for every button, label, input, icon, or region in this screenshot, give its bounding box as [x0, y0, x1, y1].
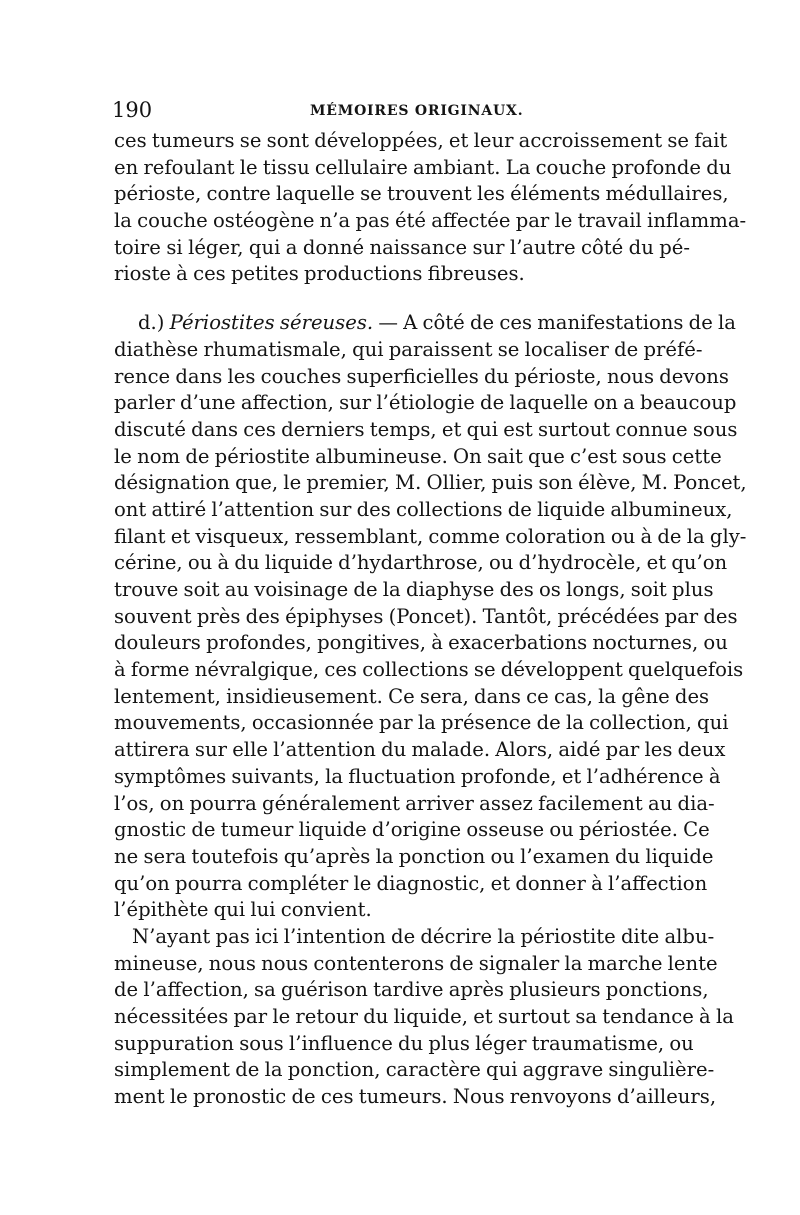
- paragraph-1: [114, 128, 747, 288]
- text-line: cérine, ou à du liquide d’hydarthrose, ou d’hydrocèle, et qu’on: [114, 551, 728, 575]
- text-line: ont attiré l’attention sur des collections de liquide albumineux,: [114, 497, 733, 521]
- text-line: à forme névralgique, ces collections se développent quelquefois: [114, 658, 744, 682]
- section-heading: Périostites séreuses.: [169, 311, 374, 335]
- text-line: parler d’une affection, sur l’étiologie de laquelle on a beaucoup: [114, 391, 737, 415]
- text-line: nécessitées par le retour du liquide, et surtout sa tendance à la: [114, 1005, 734, 1028]
- text-line: ne sera toutefois qu’après la ponction ou l’examen du liquide: [114, 844, 714, 868]
- page-number: 190: [112, 98, 153, 122]
- text-line: l’épithète qui lui convient.: [114, 898, 372, 922]
- text-line: trouve soit au voisinage de la diaphyse des os longs, soit plus: [114, 578, 714, 601]
- text-line: mouvements, occasionnée par la présence de la collection, qui: [114, 711, 729, 735]
- text-line: désignation que, le premier, M. Ollier, puis son élève, M. Poncet,: [114, 471, 747, 495]
- text-line: diathèse rhumatismale, qui paraissent se localiser de préfé-: [114, 337, 703, 361]
- text-line: mineuse, nous nous contenterons de signaler la marche lente: [114, 951, 718, 975]
- text-line: discuté dans ces derniers temps, et qui est surtout connue sous: [114, 417, 738, 441]
- text-line: le nom de périostite albumineuse. On sait que c’est sous cette: [114, 444, 722, 468]
- text-line: rence dans les couches superficielles du périoste, nous devons: [114, 364, 729, 388]
- text-line: de l’affection, sa guérison tardive après plusieurs ponctions,: [114, 978, 709, 1002]
- text-line: toire si léger, qui a donné naissance sur l’autre côté du pé-: [114, 235, 690, 259]
- text-line: gnostic de tumeur liquide d’origine osseuse ou périostée. Ce: [114, 818, 710, 842]
- text-line: ment le pronostic de ces tumeurs. Nous renvoyons d’ailleurs,: [114, 1085, 717, 1109]
- text-line: symptômes suivants, la fluctuation profonde, et l’adhérence à: [114, 764, 721, 788]
- text-line: qu’on pourra compléter le diagnostic, et donner à l’affection: [114, 871, 708, 895]
- text-line: attirera sur elle l’attention du malade. Alors, aidé par les deux: [114, 738, 726, 762]
- text-line: la couche ostéogène n’a pas été affectée par le travail inflamma-: [114, 209, 747, 233]
- text-line: en refoulant le tissu cellulaire ambiant. La couche profonde du: [114, 155, 732, 179]
- text-line: simplement de la ponction, caractère qui aggrave singulière-: [114, 1058, 715, 1082]
- text-line: douleurs profondes, pongitives, à exacerbations nocturnes, ou: [114, 631, 728, 655]
- paragraph-2: [114, 310, 747, 924]
- text-line: rioste à ces petites productions fibreuses.: [114, 262, 525, 286]
- section-label: d.): [138, 311, 165, 335]
- text-line: périoste, contre laquelle se trouvent les éléments médullaires,: [114, 182, 729, 206]
- text-line: l’os, on pourra généralement arriver assez facilement au dia-: [114, 791, 715, 815]
- running-title: MÉMOIRES ORIGINAUX.: [310, 103, 524, 119]
- text-line: filant et visqueux, ressemblant, comme coloration ou à de la gly-: [114, 524, 747, 548]
- paragraph-gap: [114, 288, 690, 310]
- body-text: [114, 128, 747, 1111]
- paragraph-3: [114, 924, 734, 1111]
- text-line: ces tumeurs se sont développées, et leur accroissement se fait: [114, 129, 728, 152]
- text-line: N’ayant pas ici l’intention de décrire la périostite dite albu-: [132, 924, 715, 948]
- text-fragment: — A côté de ces manifestations de la: [373, 311, 736, 335]
- text-line: souvent près des épiphyses (Poncet). Tantôt, précédées par des: [114, 604, 738, 628]
- section-heading-line: [114, 310, 736, 337]
- text-line: suppuration sous l’influence du plus léger traumatisme, ou: [114, 1031, 694, 1055]
- running-head: [112, 96, 692, 124]
- text-line: lentement, insidieusement. Ce sera, dans ce cas, la gêne des: [114, 684, 710, 708]
